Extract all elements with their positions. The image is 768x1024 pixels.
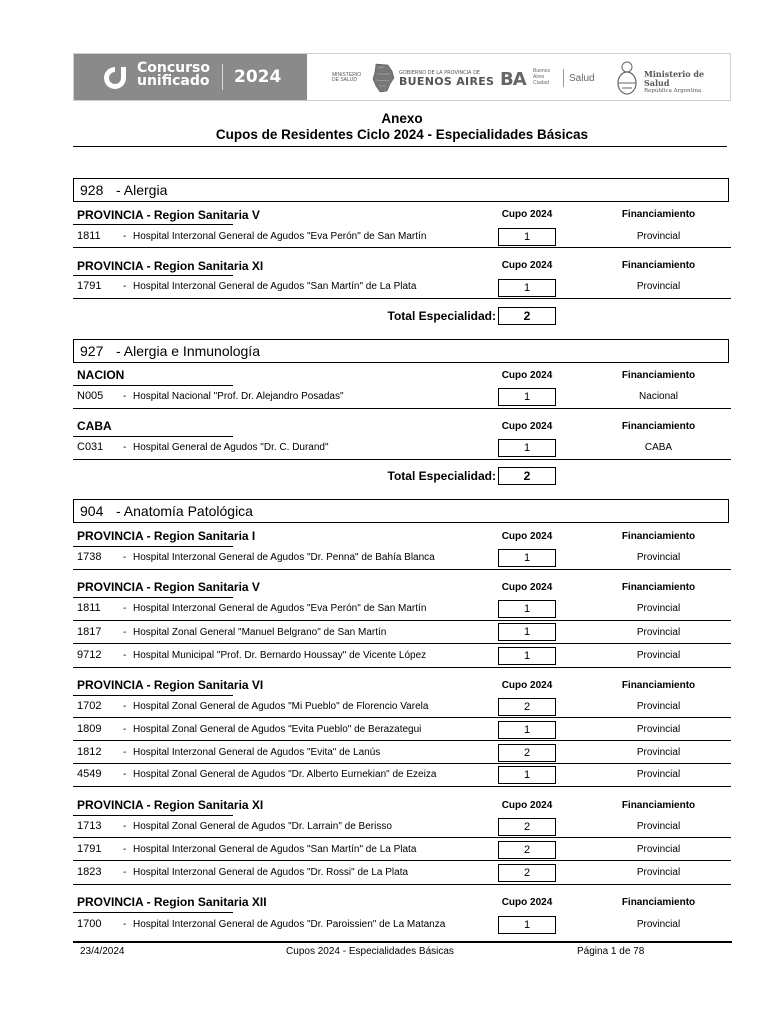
column-cupo-header: Cupo 2024 — [501, 531, 553, 542]
financiamiento-value: Provincial — [636, 747, 681, 758]
specialty-header — [73, 339, 729, 363]
hospital-name: Hospital General de Agudos "Dr. C. Durand" — [133, 442, 329, 453]
cupo-value: 1 — [498, 549, 556, 567]
cupo-value: 2 — [498, 818, 556, 836]
financiamiento-value: CABA — [644, 442, 673, 453]
hospital-code: C031 — [77, 441, 104, 453]
region-underline — [73, 695, 233, 696]
total-especialidad-value: 2 — [498, 307, 556, 325]
hospital-code: 1702 — [77, 700, 102, 712]
region-underline — [73, 546, 233, 547]
ministerio-mini-text: MINISTERIO DE SALUD — [332, 72, 362, 83]
row-dash: - — [123, 701, 127, 712]
argentina-seal-icon — [614, 58, 640, 98]
ministerio-salud-nacion — [644, 70, 730, 95]
footer-page-number: Página 1 de 78 — [577, 946, 645, 957]
financiamiento-value: Provincial — [636, 281, 681, 292]
cupo-value: 1 — [498, 439, 556, 457]
financiamiento-value: Provincial — [636, 650, 681, 661]
concurso-line1: Concurso — [137, 60, 210, 76]
concurso-unificado-logo — [74, 54, 307, 100]
concurso-unificado-text — [137, 62, 210, 88]
hospital-name: Hospital Interzonal General de Agudos "Dr. Rossi" de La Plata — [133, 867, 409, 878]
region-header: NACION — [77, 368, 125, 382]
total-especialidad-label: Total Especialidad: — [387, 469, 496, 483]
hospital-name: Hospital Interzonal General de Agudos "San Martín" de La Plata — [133, 844, 417, 855]
cupo-value: 1 — [498, 600, 556, 618]
specialty-header — [73, 178, 729, 202]
doc-title-main: Cupos de Residentes Ciclo 2024 - Especialidades Básicas — [215, 127, 589, 142]
cupo-value: 1 — [498, 647, 556, 665]
hospital-name: Hospital Nacional "Prof. Dr. Alejandro Posadas" — [133, 391, 344, 402]
hospital-code: 1811 — [77, 602, 101, 614]
hospital-code: 1811 — [77, 230, 101, 242]
region-header: PROVINCIA - Region Sanitaria XI — [77, 798, 264, 812]
row-divider — [73, 786, 731, 787]
column-financiamiento-header: Financiamiento — [621, 897, 696, 908]
row-divider — [73, 667, 731, 668]
row-dash: - — [123, 442, 127, 453]
financiamiento-value: Nacional — [639, 391, 678, 402]
row-divider — [73, 717, 731, 718]
column-cupo-header: Cupo 2024 — [501, 800, 553, 811]
financiamiento-value: Provincial — [636, 919, 681, 930]
ba-sub-3: Ciudad — [533, 80, 549, 86]
hospital-code: 1791 — [77, 280, 102, 292]
column-financiamiento-header: Financiamiento — [621, 531, 696, 542]
specialty-header — [73, 499, 729, 523]
specialty-name: - Alergia e Inmunología — [116, 343, 260, 359]
financiamiento-value: Provincial — [636, 701, 681, 712]
row-divider — [73, 569, 731, 570]
row-dash: - — [123, 603, 127, 614]
hospital-code: 1809 — [77, 723, 102, 735]
region-header: PROVINCIA - Region Sanitaria V — [77, 208, 260, 222]
cupo-value: 1 — [498, 388, 556, 406]
specialty-code: 928 — [80, 182, 104, 198]
region-header: PROVINCIA - Region Sanitaria V — [77, 580, 260, 594]
region-underline — [73, 224, 233, 225]
column-financiamiento-header: Financiamiento — [621, 260, 696, 271]
row-dash: - — [123, 627, 127, 638]
hospital-name: Hospital Interzonal General de Agudos "Eva Perón" de San Martín — [133, 231, 427, 242]
hospital-name: Hospital Interzonal General de Agudos "San Martín" de La Plata — [133, 281, 417, 292]
row-divider — [73, 408, 731, 409]
footer-date: 23/4/2024 — [80, 946, 125, 957]
row-divider — [73, 884, 731, 885]
title-underline — [73, 146, 727, 147]
hospital-name: Hospital Interzonal General de Agudos "Eva Perón" de San Martín — [133, 603, 427, 614]
region-underline — [73, 275, 233, 276]
hospital-code: 4549 — [77, 768, 102, 780]
cupo-value: 1 — [498, 623, 556, 641]
hospital-code: 1791 — [77, 843, 102, 855]
column-cupo-header: Cupo 2024 — [501, 370, 553, 381]
hospital-name: Hospital Interzonal General de Agudos "Evita" de Lanús — [133, 747, 381, 758]
ba-salud: Salud — [569, 73, 595, 84]
ba-logo: BA — [500, 69, 526, 90]
column-financiamiento-header: Financiamiento — [621, 209, 696, 220]
hospital-name: Hospital Zonal General de Agudos "Dr. Larrain" de Berisso — [133, 821, 392, 832]
row-dash: - — [123, 769, 127, 780]
region-underline — [73, 436, 233, 437]
row-dash: - — [123, 724, 127, 735]
row-divider — [73, 763, 731, 764]
province-map-icon — [370, 62, 396, 94]
hospital-code: N005 — [77, 390, 104, 402]
cupo-value: 2 — [498, 864, 556, 882]
financiamiento-value: Provincial — [636, 821, 681, 832]
row-divider — [73, 860, 731, 861]
financiamiento-value: Provincial — [636, 552, 681, 563]
region-header: PROVINCIA - Region Sanitaria XII — [77, 895, 267, 909]
financiamiento-value: Provincial — [636, 627, 681, 638]
column-cupo-header: Cupo 2024 — [501, 897, 553, 908]
column-cupo-header: Cupo 2024 — [501, 582, 553, 593]
row-dash: - — [123, 821, 127, 832]
ministerio-salud-text: Ministerio de Salud — [644, 69, 705, 88]
row-divider — [73, 298, 731, 299]
gobierno-buenos-aires — [399, 70, 494, 87]
ba-divider — [563, 69, 564, 87]
hospital-name: Hospital Interzonal General de Agudos "Dr. Paroissien" de La Matanza — [133, 919, 446, 930]
row-divider — [73, 643, 731, 644]
cupo-value: 2 — [498, 841, 556, 859]
hospital-name: Hospital Municipal "Prof. Dr. Bernardo Houssay" de Vicente López — [133, 650, 427, 661]
total-especialidad-value: 2 — [498, 467, 556, 485]
column-cupo-header: Cupo 2024 — [501, 680, 553, 691]
column-financiamiento-header: Financiamiento — [621, 680, 696, 691]
hospital-code: 1700 — [77, 918, 102, 930]
region-underline — [73, 385, 233, 386]
region-header: PROVINCIA - Region Sanitaria VI — [77, 678, 264, 692]
row-dash: - — [123, 650, 127, 661]
hospital-code: 1817 — [77, 626, 102, 638]
cupo-value: 2 — [498, 698, 556, 716]
cupo-value: 1 — [498, 721, 556, 739]
specialty-name: - Alergia — [116, 182, 168, 198]
hospital-name: Hospital Zonal General "Manuel Belgrano" de San Martín — [133, 627, 387, 638]
column-financiamiento-header: Financiamiento — [621, 421, 696, 432]
row-dash: - — [123, 867, 127, 878]
financiamiento-value: Provincial — [636, 844, 681, 855]
cupo-value: 1 — [498, 279, 556, 297]
row-divider — [73, 459, 731, 460]
republica-text: República Argentina — [644, 88, 702, 94]
financiamiento-value: Provincial — [636, 231, 681, 242]
column-cupo-header: Cupo 2024 — [501, 209, 553, 220]
row-dash: - — [123, 747, 127, 758]
row-dash: - — [123, 231, 127, 242]
row-divider — [73, 740, 731, 741]
hospital-name: Hospital Interzonal General de Agudos "Dr. Penna" de Bahía Blanca — [133, 552, 435, 563]
cupo-value: 1 — [498, 228, 556, 246]
total-especialidad-label: Total Especialidad: — [387, 309, 496, 323]
cupo-value: 2 — [498, 744, 556, 762]
hospital-code: 1823 — [77, 866, 102, 878]
footer-rule — [73, 941, 732, 943]
gobierno-small: GOBIERNO DE LA PROVINCIA DE — [399, 70, 481, 76]
hospital-code: 9712 — [77, 649, 102, 661]
hospital-code: 1738 — [77, 551, 102, 563]
concurso-line2: unificado — [137, 73, 210, 89]
specialty-code: 927 — [80, 343, 104, 359]
concurso-logo-icon — [102, 65, 129, 91]
hospital-name: Hospital Zonal General de Agudos "Evita Pueblo" de Berazategui — [133, 724, 422, 735]
specialty-name: - Anatomía Patológica — [116, 503, 253, 519]
region-header: PROVINCIA - Region Sanitaria I — [77, 529, 256, 543]
ba-subtext — [533, 68, 550, 86]
region-underline — [73, 597, 233, 598]
financiamiento-value: Provincial — [636, 769, 681, 780]
buenos-aires-text: BUENOS AIRES — [399, 75, 495, 88]
specialty-code: 904 — [80, 503, 104, 519]
column-financiamiento-header: Financiamiento — [621, 800, 696, 811]
region-underline — [73, 912, 233, 913]
ba-sub-1: Buenos — [533, 68, 550, 74]
banner-year: 2024 — [234, 67, 282, 87]
cupo-value: 1 — [498, 766, 556, 784]
financiamiento-value: Provincial — [636, 724, 681, 735]
row-dash: - — [123, 391, 127, 402]
region-underline — [73, 815, 233, 816]
row-divider — [73, 837, 731, 838]
column-cupo-header: Cupo 2024 — [501, 421, 553, 432]
financiamiento-value: Provincial — [636, 603, 681, 614]
row-divider — [73, 247, 731, 248]
region-header: CABA — [77, 419, 112, 433]
hospital-code: 1713 — [77, 820, 102, 832]
hospital-name: Hospital Zonal General de Agudos "Mi Pueblo" de Florencio Varela — [133, 701, 429, 712]
hospital-code: 1812 — [77, 746, 102, 758]
row-dash: - — [123, 552, 127, 563]
column-cupo-header: Cupo 2024 — [501, 260, 553, 271]
column-financiamiento-header: Financiamiento — [621, 582, 696, 593]
doc-title-annex: Anexo — [381, 111, 423, 126]
row-dash: - — [123, 844, 127, 855]
footer-title: Cupos 2024 - Especialidades Básicas — [286, 946, 454, 957]
region-header: PROVINCIA - Region Sanitaria XI — [77, 259, 264, 273]
banner-divider — [222, 64, 223, 90]
financiamiento-value: Provincial — [636, 867, 681, 878]
ba-sub-2: Aires — [533, 74, 545, 80]
row-divider — [73, 620, 731, 621]
header-banner — [73, 53, 731, 101]
cupo-value: 1 — [498, 916, 556, 934]
hospital-name: Hospital Zonal General de Agudos "Dr. Alberto Eurnekian" de Ezeiza — [133, 769, 437, 780]
column-financiamiento-header: Financiamiento — [621, 370, 696, 381]
row-dash: - — [123, 919, 127, 930]
row-dash: - — [123, 281, 127, 292]
